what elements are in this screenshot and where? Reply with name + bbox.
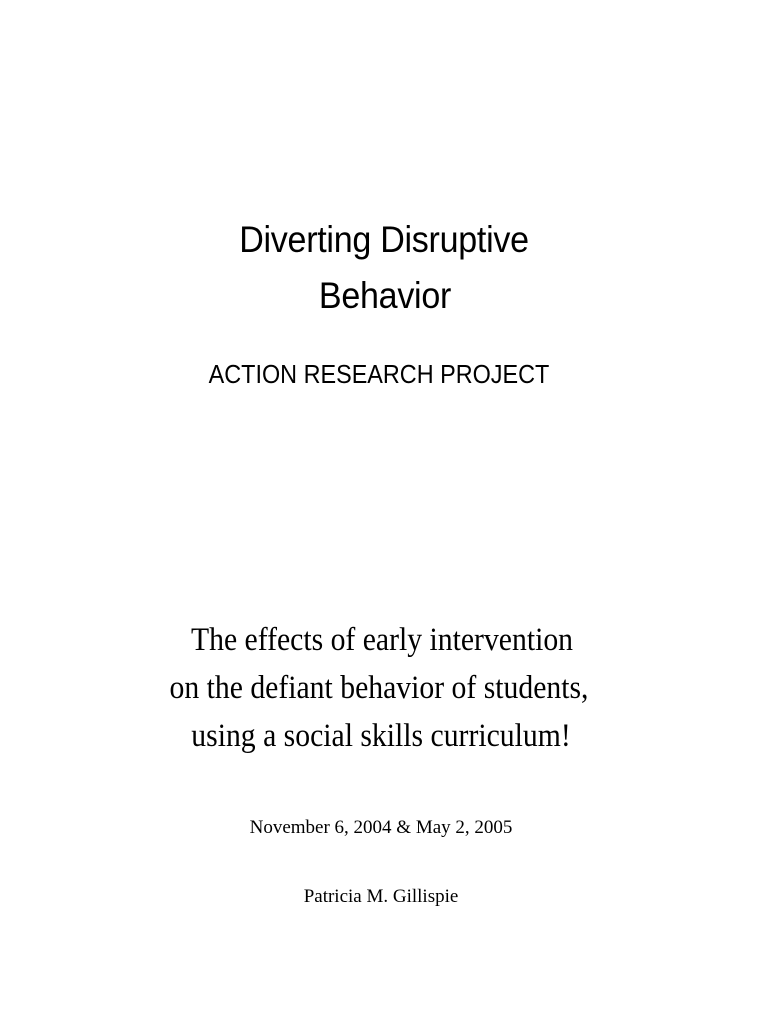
description-line-1: The effects of early intervention [190, 622, 574, 658]
description-line-2: on the defiant behavior of students, [169, 670, 589, 706]
title-line-1: Diverting Disruptive [239, 219, 529, 260]
description-line-3: using a social skills curriculum! [191, 718, 571, 754]
document-dates: November 6, 2004 & May 2, 2005 [249, 817, 513, 838]
document-description [0, 616, 770, 760]
title-line-2: Behavior [318, 275, 452, 316]
document-title [0, 212, 770, 324]
document-subtitle: ACTION RESEARCH PROJECT [208, 359, 550, 389]
document-author: Patricia M. Gillispie [303, 886, 459, 907]
